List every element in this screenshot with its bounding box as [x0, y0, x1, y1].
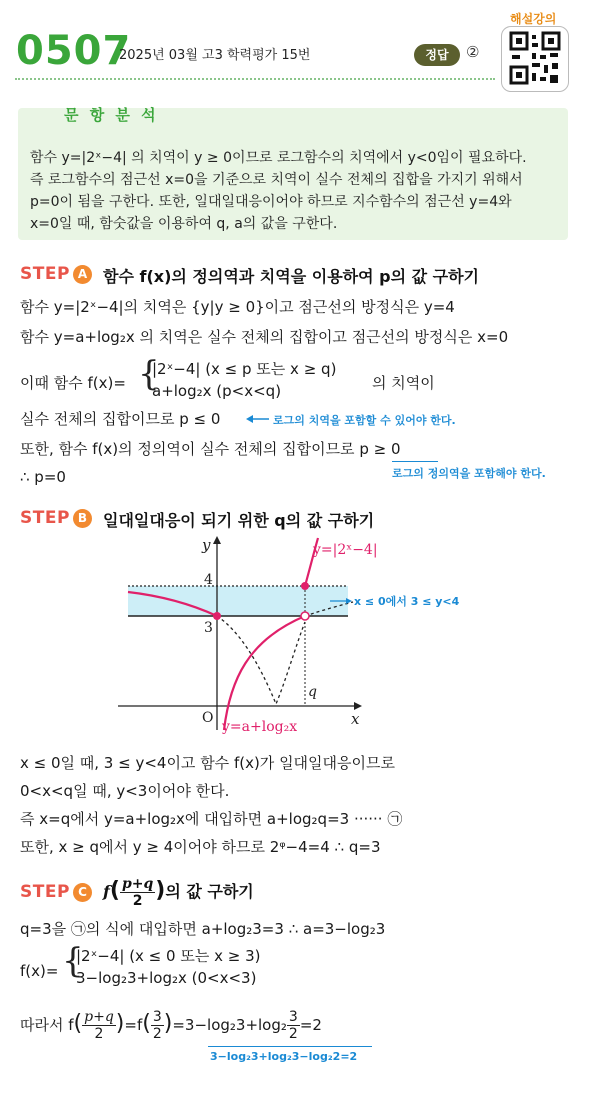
step-a-line-1: 함수 y=|2ˣ−4|의 치역은 {y|y ≥ 0}이고 점근선의 방정식은 y=4: [20, 298, 455, 316]
x-axis-label: x: [351, 710, 360, 728]
label-band: x ≤ 0에서 3 ≤ y<4: [354, 595, 460, 608]
step-c-fx-prefix: f(x)=: [20, 962, 59, 980]
step-a-underline: [392, 461, 438, 462]
step-c-line-1: q=3을 ㉠의 식에 대입하면 a+log₂3=3 ∴ a=3−log₂3: [20, 920, 386, 938]
step-c-brace: {: [62, 941, 84, 981]
analysis-title: 문 항 분 석: [64, 106, 159, 124]
step-a-line-2: 함수 y=a+log₂x 의 치역은 실수 전체의 집합이고 점근선의 방정식은 x=0: [20, 328, 509, 346]
problem-source: 2025년 03월 고3 학력평가 15번: [119, 48, 311, 63]
function-graph: [118, 530, 488, 745]
step-a-label: STEP: [20, 264, 70, 284]
header-divider: [15, 78, 495, 80]
answer-value: ②: [466, 43, 480, 61]
step-a-letter: A: [73, 265, 92, 284]
tick-3-label: 3: [204, 620, 213, 636]
step-b-line-2: 0<x<q일 때, y<3이어야 한다.: [20, 782, 230, 800]
answer-badge: 정답: [414, 44, 460, 66]
graph-band: [128, 586, 348, 616]
analysis-line-1: 함수 y=|2ˣ−4| 의 치역이 y ≥ 0이므로 로그함수의 치역에서 y<0임이 필요하다.: [30, 150, 527, 166]
step-a-case-1: |2ˣ−4| (x ≤ p 또는 x ≥ q): [152, 360, 337, 378]
label-log-curve: y=a+log₂x: [222, 719, 298, 735]
step-c-letter: C: [73, 883, 92, 902]
step-c-title: f( $\frac{p+q}{2}$ )의 값 구하기: [103, 876, 254, 909]
step-b-line-3: 즉 x=q에서 y=a+log₂x에 대입하면 a+log₂q=3 ······ ㉠: [20, 810, 403, 828]
step-a-line-4: 실수 전체의 집합이므로 p ≤ 0: [20, 410, 221, 428]
origin-label: O: [202, 710, 214, 726]
arrow-left-icon: [246, 413, 270, 425]
step-a-note-1: 로그의 치역을 포함할 수 있어야 한다.: [273, 414, 456, 427]
step-a-fx-suffix: 의 치역이: [372, 374, 435, 392]
point-q-3-open: [301, 612, 309, 620]
step-c-underline: [208, 1046, 372, 1047]
y-axis-label: y: [202, 536, 211, 554]
exp-dashed: [217, 616, 305, 704]
step-b-line-1: x ≤ 0일 때, 3 ≤ y<4이고 함수 f(x)가 일대일대응이므로: [20, 754, 395, 772]
step-c-case-1: |2ˣ−4| (x ≤ 0 또는 x ≥ 3): [76, 947, 261, 965]
step-a-brace: {: [138, 354, 160, 394]
label-exp-curve: y=|2ˣ−4|: [313, 542, 378, 558]
step-c-label: STEP: [20, 882, 70, 902]
step-a-line-5: 또한, 함수 f(x)의 정의역이 실수 전체의 집합이므로 p ≥ 0: [20, 440, 401, 458]
step-a-fx-prefix: 이때 함수 f(x)=: [20, 374, 126, 392]
problem-number: 0507: [16, 28, 132, 74]
step-b-title: 일대일대응이 되기 위한 q의 값 구하기: [103, 511, 375, 530]
step-a-case-2: a+log₂x (p<x<q): [152, 382, 282, 400]
point-0-3: [213, 612, 221, 620]
qr-code-icon: [502, 27, 568, 91]
analysis-line-3: p=0이 됨을 구한다. 또한, 일대일대응이어야 하므로 지수함수의 점근선 y=4와: [30, 194, 512, 210]
step-b-letter: B: [73, 509, 92, 528]
point-q-4: [301, 582, 309, 590]
tick-q: q: [308, 684, 317, 700]
step-a-title: 함수 f(x)의 정의역과 치역을 이용하여 p의 값 구하기: [103, 267, 480, 286]
tick-4: 4: [204, 572, 213, 588]
qr-label: 해설강의: [510, 12, 557, 26]
step-c-final: 따라서 f( $\frac{p+q}{2}$ )=f( $\frac{3}{2}$ )=3−log₂3+log₂ $\frac{3}{2}$ =2: [20, 1009, 322, 1042]
step-c-note: 3−log₂3+log₂3−log₂2=2: [210, 1050, 358, 1063]
step-c-case-2: 3−log₂3+log₂x (0<x<3): [76, 969, 257, 987]
qr-code[interactable]: [501, 26, 569, 92]
step-a-note-2: 로그의 정의역을 포함해야 한다.: [392, 467, 546, 480]
analysis-line-2: 즉 로그함수의 점근선 x=0을 기준으로 치역이 실수 전체의 집합을 가지기 위해서: [30, 172, 523, 188]
analysis-line-4: x=0일 때, 함숫값을 이용하여 q, a의 값을 구한다.: [30, 216, 338, 232]
step-b-line-4: 또한, x ≥ q에서 y ≥ 4이어야 하므로 2ᵠ−4=4 ∴ q=3: [20, 838, 381, 856]
step-b-label: STEP: [20, 508, 70, 528]
step-a-line-6: ∴ p=0: [20, 468, 66, 486]
